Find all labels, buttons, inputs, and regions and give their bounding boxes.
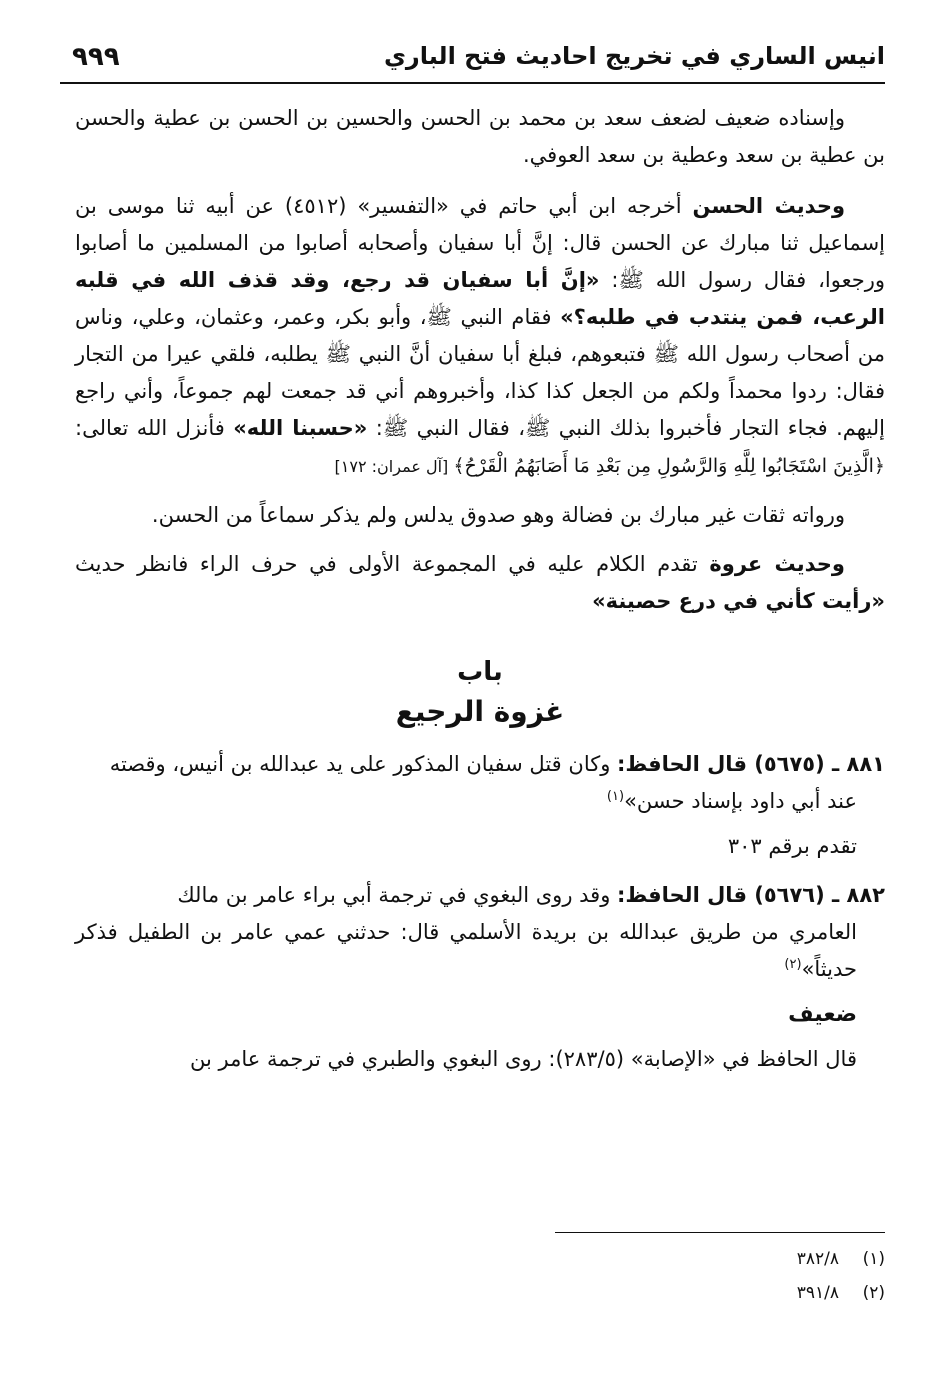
- entry-881: [75, 746, 885, 820]
- footnote-text: ٣٩١/٨: [796, 1283, 839, 1303]
- urwa-lead: وحديث عروة: [709, 552, 845, 576]
- hadith-text-a: أخرجه ابن أبي حاتم في «التفسير» (٤٥١٢) عن أبيه ثنا موسى بن إسماعيل ثنا مبارك عن الحسن قال: إنَّ أبا سفيان وأصحابه أصابوا من المسلمين ما أصابوا ورجعوا، فقال رسول الله ﷺ:: [75, 194, 885, 292]
- cross-reference-note: تقدم برقم ٣٠٣: [727, 834, 857, 858]
- entry-head: ٨٨١ ـ (٥٦٧٥) قال الحافظ:: [617, 752, 885, 776]
- paragraph-isaba: قال الحافظ في «الإصابة» (٢٨٣/٥): روى البغوي والطبري في ترجمة عامر بن: [190, 1047, 857, 1071]
- paragraph-narrators: ورواته ثقات غير مبارك بن فضالة وهو صدوق يدلس ولم يذكر سماعاً من الحسن.: [151, 503, 845, 527]
- entry-882: [75, 877, 885, 988]
- footnote-1: [560, 1242, 885, 1276]
- quran-verse: ﴿الَّذِينَ اسْتَجَابُوا لِلَّهِ وَالرَّسُولِ مِن بَعْدِ مَا أَصَابَهُمُ الْقَرْحُ﴾: [453, 455, 885, 477]
- entry-head: ٨٨٢ ـ (٥٦٧٦) قال الحافظ:: [617, 883, 885, 907]
- footnote-text: ٣٨٢/٨: [796, 1249, 839, 1269]
- entry-text-cont: العامري من طريق عبدالله بن بريدة الأسلمي قال: حدثني عمي عامر بن الطفيل فذكر حديثاً»: [75, 920, 857, 981]
- footnote-2: [560, 1276, 885, 1310]
- footnote-number: (٢): [862, 1283, 885, 1303]
- entry-text: وقد روى البغوي في ترجمة أبي براء عامر بن مالك: [177, 883, 618, 907]
- hadith-quote-hasbuna: «حسبنا الله»: [233, 416, 368, 440]
- entry-text-cont: عند أبي داود بإسناد حسن»: [624, 789, 857, 813]
- entry-text: وكان قتل سفيان المذكور على يد عبدالله بن أنيس، وقصته: [109, 752, 618, 776]
- urwa-text: تقدم الكلام عليه في المجموعة الأولى في حرف الراء فانظر حديث: [75, 552, 710, 576]
- hadith-quote-bold: «إنَّ أبا سفيان قد رجع، وقد قذف الله في قلبه الرعب، فمن ينتدب في طلبه؟»: [75, 268, 885, 329]
- grade-weak: ضعيف: [788, 1002, 857, 1027]
- footnotes: [560, 1242, 885, 1310]
- quran-reference: [آل عمران: ١٧٢]: [334, 457, 454, 476]
- page-body: [75, 100, 885, 1078]
- footnote-ref-2: (٢): [784, 957, 802, 972]
- paragraph-hadith-hasan: [75, 188, 885, 485]
- page-number: ٩٩٩: [72, 42, 120, 72]
- urwa-hadith-title: «رأيت كأني في درع حصينة»: [592, 589, 885, 613]
- paragraph-hadith-urwa: [75, 546, 885, 620]
- footnote-number: (١): [862, 1249, 885, 1269]
- paragraph-isnad-weak: وإسناده ضعيف لضعف سعد بن محمد بن الحسن والحسين بن الحسن بن عطية والحسن بن عطية بن سعد وعطية بن سعد العوفي.: [75, 106, 885, 167]
- hadith-text-c: فأنزل الله تعالى:: [75, 416, 234, 440]
- running-title: انيس الساري في تخريج احاديث فتح الباري: [383, 42, 885, 70]
- footnote-divider: [555, 1232, 885, 1233]
- hadith-lead: وحديث الحسن: [692, 194, 846, 218]
- chapter-title: غزوة الرجيع: [395, 695, 565, 728]
- chapter-label: باب: [457, 657, 503, 687]
- page-header: [60, 36, 885, 84]
- footnote-ref-1: (١): [606, 789, 625, 804]
- hadith-text-b: فقام النبي ﷺ، وأبو بكر، وعمر، وعثمان، وعلي، وناس من أصحاب رسول الله ﷺ فتبعوهم، فبلغ أبا سفيان أنَّ النبي ﷺ يطلبه، فلقي عيرا من التجار فقال: ردوا محمداً ولكم من الجعل كذا كذا، وأخبروهم أني قد جمعت لهم جموعاً، وأني راجع إليهم. فجاء التجار فأخبروا بذلك النبي ﷺ، فقال النبي ﷺ:: [75, 305, 886, 440]
